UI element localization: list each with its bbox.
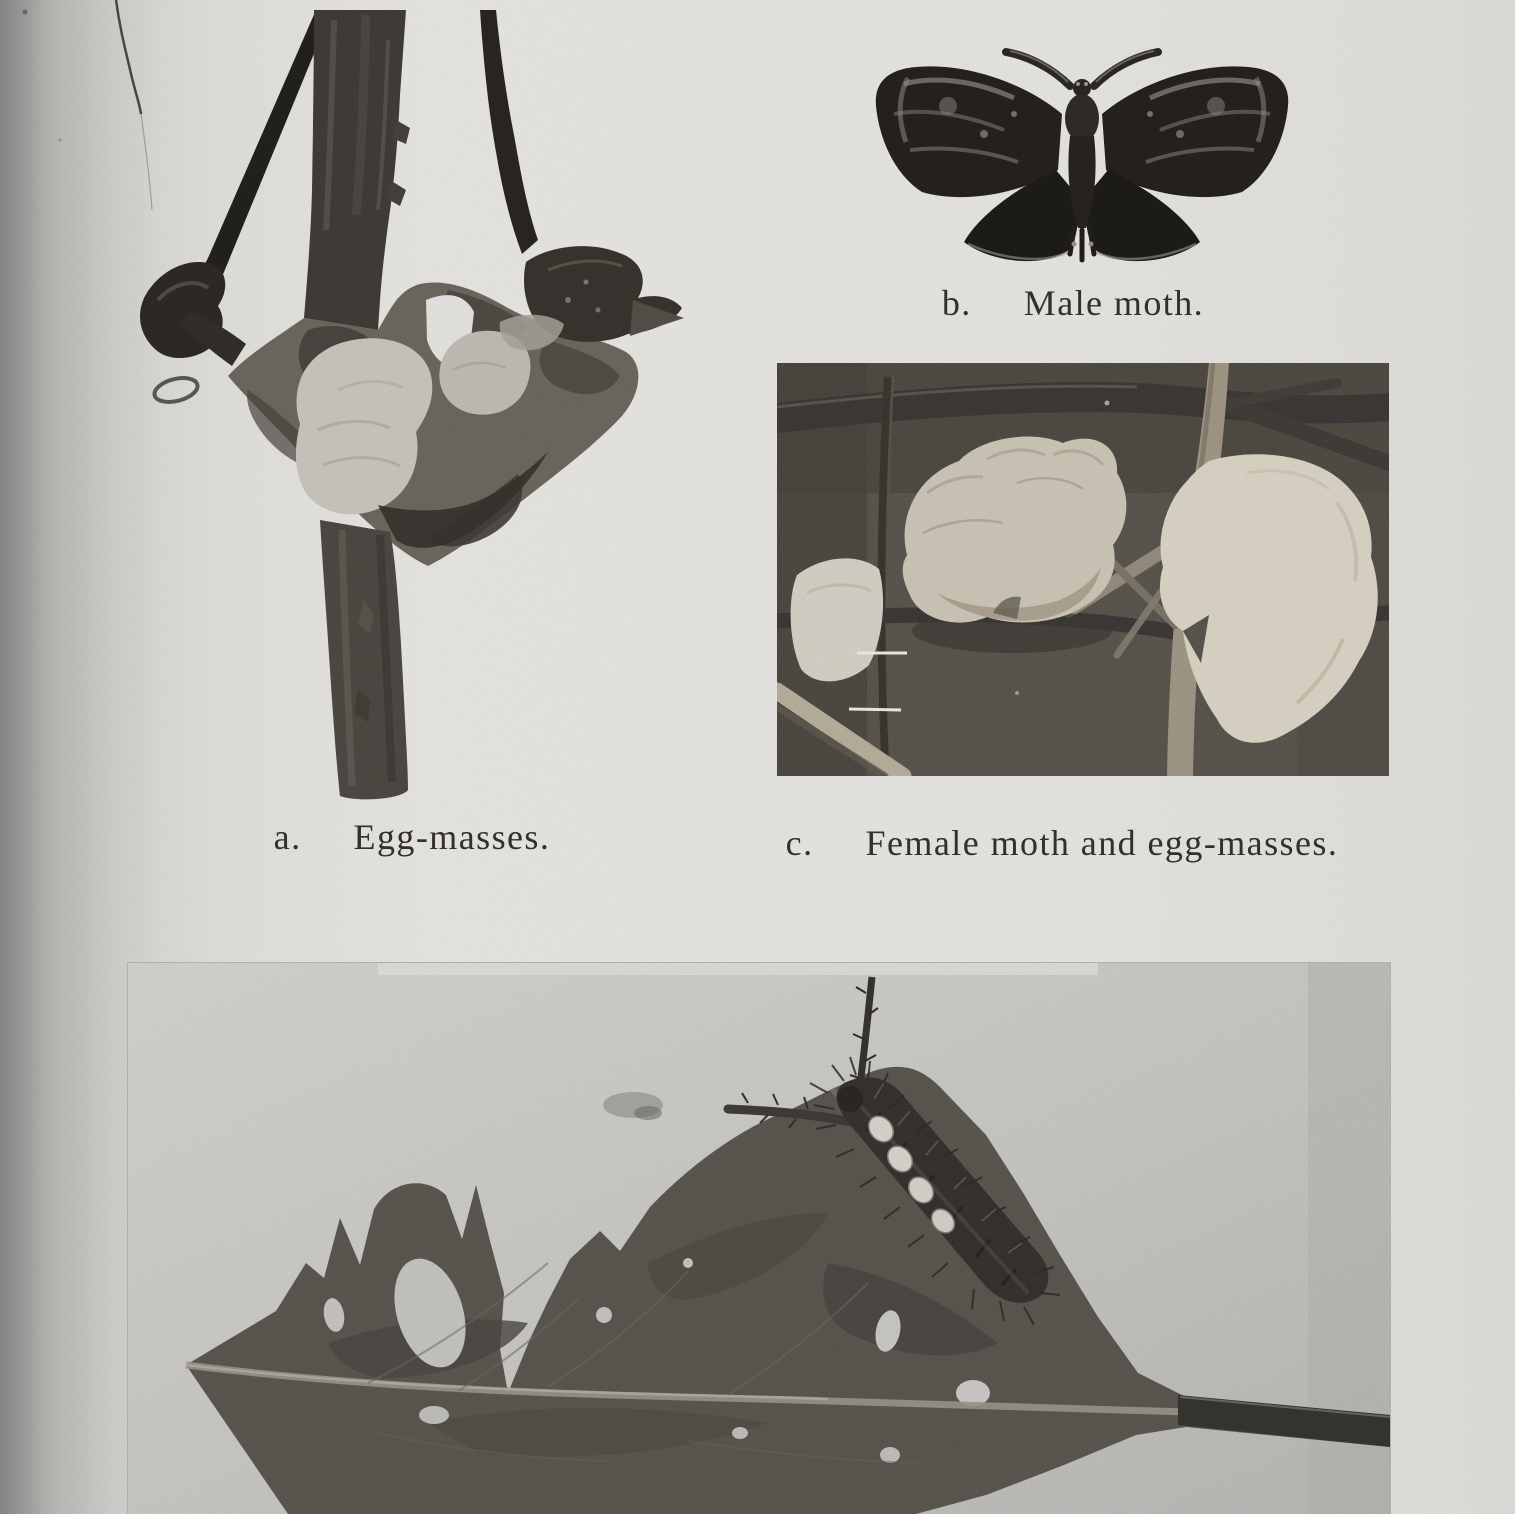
figure-b-caption [855,282,1291,324]
figure-a-caption-text: Egg-masses. [353,817,551,857]
figure-b-photo [864,22,1300,268]
twig-trunk [304,10,410,330]
figure-a-photo [128,0,732,808]
caterpillar-leaf-illustration [128,963,1390,1514]
figure-a-label: a. [273,817,302,857]
figure-b-label: b. [941,283,972,323]
male-moth-illustration [864,22,1300,268]
figure-b-caption-text: Male moth. [1023,283,1205,323]
figure-c-caption [742,822,1382,864]
female-moth-egg-masses-illustration [777,363,1389,776]
caterpillar-leaf-photo [128,963,1390,1514]
figure-c-caption-text: Female moth and egg-masses. [865,823,1339,863]
twig-stem [320,520,408,799]
egg-masses-twig-illustration [128,0,732,808]
wire-loop [152,374,200,406]
figure-a-caption [110,816,714,858]
figure-c-label: c. [785,823,814,863]
figure-c-photo [777,363,1389,776]
